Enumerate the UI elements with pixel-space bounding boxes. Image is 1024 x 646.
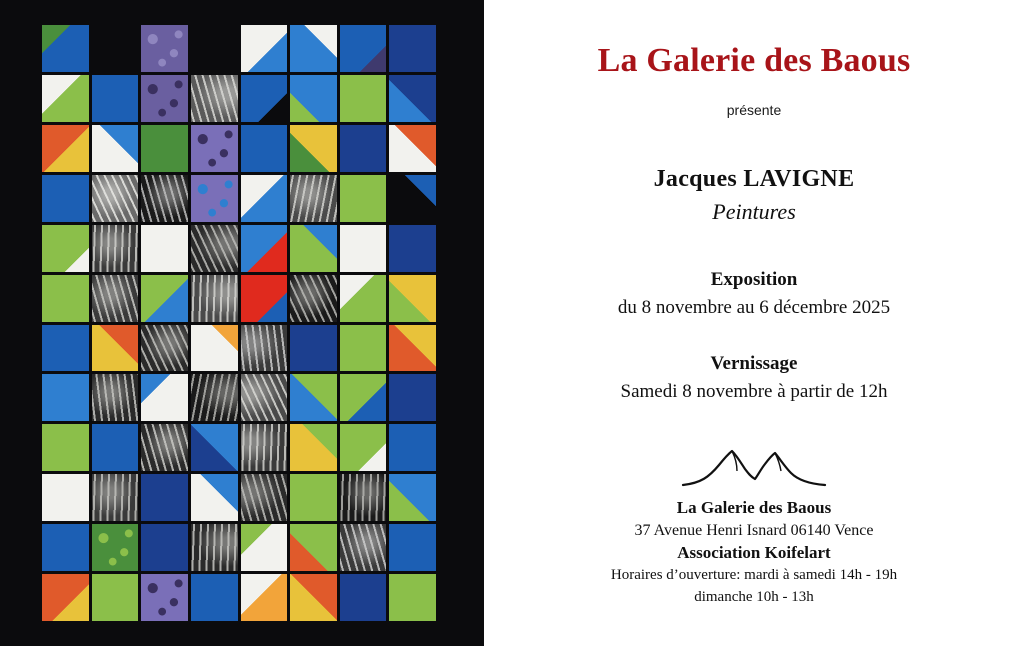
painting-tile <box>191 325 238 372</box>
painting-tile <box>290 75 337 122</box>
painting-tile <box>191 75 238 122</box>
painting-tile <box>290 474 337 521</box>
painting-tile <box>290 175 337 222</box>
painting-tile <box>92 524 139 571</box>
painting-tile <box>141 125 188 172</box>
painting-tile <box>191 25 238 72</box>
painting-tile <box>141 574 188 621</box>
poster-text-panel <box>484 0 1024 646</box>
painting-tile <box>389 275 436 322</box>
painting-tile <box>340 25 387 72</box>
painting-tile <box>92 175 139 222</box>
painting-tile <box>92 574 139 621</box>
painting-tile <box>42 25 89 72</box>
painting-tile <box>389 574 436 621</box>
painting-tile <box>92 424 139 471</box>
painting-tile <box>389 75 436 122</box>
painting-tile <box>141 75 188 122</box>
painting-tile <box>191 474 238 521</box>
painting-tile <box>389 125 436 172</box>
painting-tile <box>241 125 288 172</box>
painting-tile <box>241 325 288 372</box>
presente-label: présente <box>726 102 782 118</box>
footer-association: Association Koifelart <box>677 543 831 563</box>
painting-tile <box>241 225 288 272</box>
painting-tile <box>340 125 387 172</box>
painting-tile <box>340 524 387 571</box>
painting-tile <box>42 325 89 372</box>
painting-tile <box>141 424 188 471</box>
painting-tile <box>141 524 188 571</box>
artwork-medium: Peintures <box>712 199 796 224</box>
painting-tile <box>191 374 238 421</box>
painting-tile <box>42 125 89 172</box>
painting-tile <box>241 474 288 521</box>
footer-gallery-name: La Galerie des Baous <box>676 498 832 517</box>
painting-tile <box>340 474 387 521</box>
painting-tile <box>92 474 139 521</box>
painting-tile <box>42 574 89 621</box>
painting-tile <box>241 75 288 122</box>
painting-tile <box>42 225 89 272</box>
painting-tile <box>290 275 337 322</box>
painting-tile <box>290 574 337 621</box>
painting-tile <box>92 25 139 72</box>
poster-footer <box>484 497 1024 609</box>
painting-tile <box>389 374 436 421</box>
painting-tile <box>141 325 188 372</box>
painting-tile <box>92 275 139 322</box>
painting-tile <box>42 524 89 571</box>
painting-tile <box>241 25 288 72</box>
painting-tile <box>241 175 288 222</box>
painting-tile <box>191 524 238 571</box>
painting-tile <box>241 275 288 322</box>
painting-tile <box>290 374 337 421</box>
painting-tile <box>290 325 337 372</box>
painting-tile <box>191 275 238 322</box>
painting-tile <box>92 125 139 172</box>
painting-tile <box>141 374 188 421</box>
painting-tile <box>389 25 436 72</box>
painting-tile <box>340 175 387 222</box>
artist-name: Jacques LAVIGNE <box>653 166 855 192</box>
painting-tile <box>191 125 238 172</box>
painting-tile <box>42 275 89 322</box>
painting-tile <box>290 524 337 571</box>
painting-tile <box>92 225 139 272</box>
gallery-logo <box>484 439 1024 489</box>
footer-hours-weekdays: Horaires d’ouverture: mardi à samedi 14h - 19h <box>610 567 898 584</box>
exposition-heading: Exposition <box>710 269 798 290</box>
painting-tile <box>191 574 238 621</box>
painting-tile <box>290 25 337 72</box>
exposition-dates: du 8 novembre au 6 décembre 2025 <box>617 297 891 318</box>
painting-tile <box>191 175 238 222</box>
painting-tile <box>389 225 436 272</box>
painting-tile-grid <box>42 25 436 621</box>
footer-address: 37 Avenue Henri Isnard 06140 Vence <box>634 521 874 539</box>
painting-tile <box>141 474 188 521</box>
grid-collage-painting <box>42 25 436 621</box>
painting-tile <box>42 474 89 521</box>
painting-tile <box>92 75 139 122</box>
painting-tile <box>191 424 238 471</box>
exposition-block <box>484 269 1024 319</box>
painting-tile <box>191 225 238 272</box>
painting-tile <box>340 75 387 122</box>
painting-tile <box>92 374 139 421</box>
painting-tile <box>42 424 89 471</box>
painting-tile <box>241 374 288 421</box>
painting-tile <box>340 574 387 621</box>
painting-tile <box>389 325 436 372</box>
painting-tile <box>290 225 337 272</box>
painting-tile <box>340 275 387 322</box>
painting-tile <box>141 25 188 72</box>
vernissage-details: Samedi 8 novembre à partir de 12h <box>620 381 888 402</box>
painting-tile <box>340 225 387 272</box>
painting-tile <box>340 424 387 471</box>
painting-tile <box>92 325 139 372</box>
painting-tile <box>290 125 337 172</box>
artwork-panel <box>0 0 484 646</box>
mountain-range-icon <box>679 441 829 489</box>
painting-tile <box>389 474 436 521</box>
painting-tile <box>340 325 387 372</box>
painting-tile <box>141 275 188 322</box>
painting-tile <box>241 424 288 471</box>
painting-tile <box>290 424 337 471</box>
painting-tile <box>141 225 188 272</box>
painting-tile <box>241 524 288 571</box>
painting-tile <box>42 75 89 122</box>
gallery-title: La Galerie des Baous <box>597 42 911 79</box>
painting-tile <box>42 374 89 421</box>
painting-tile <box>389 424 436 471</box>
vernissage-block <box>484 353 1024 403</box>
painting-tile <box>141 175 188 222</box>
painting-tile <box>42 175 89 222</box>
footer-hours-sunday: dimanche 10h - 13h <box>694 589 814 606</box>
painting-tile <box>389 524 436 571</box>
painting-tile <box>241 574 288 621</box>
painting-tile <box>340 374 387 421</box>
vernissage-heading: Vernissage <box>710 353 798 374</box>
painting-tile <box>389 175 436 222</box>
